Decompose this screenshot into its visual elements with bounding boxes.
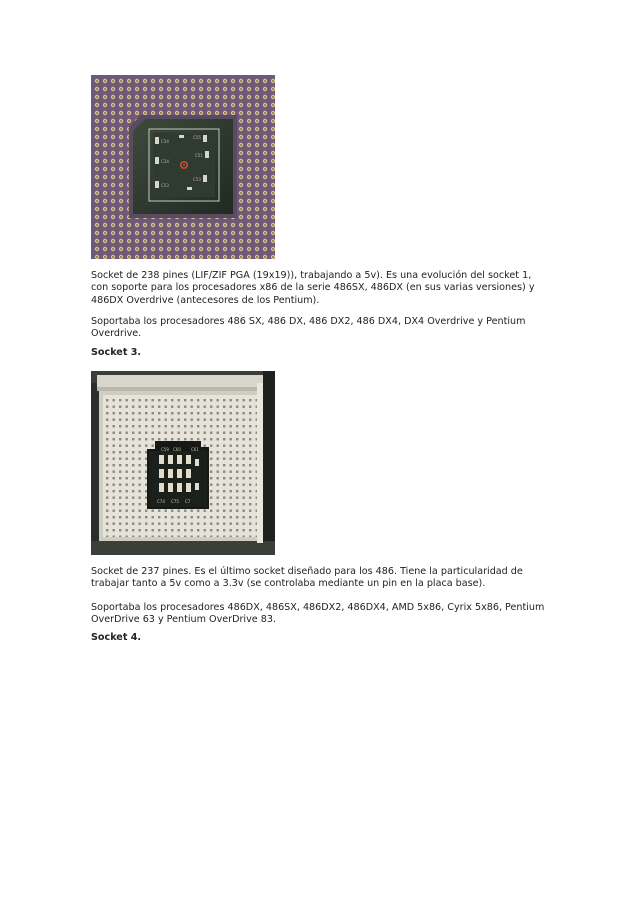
socket-3-heading: Socket 3. (91, 347, 142, 358)
svg-text:C51: C51 (195, 153, 203, 158)
svg-text:C74: C74 (157, 499, 165, 504)
svg-text:C53: C53 (161, 183, 169, 188)
socket-2-supported-processors: Soportaba los procesadores 486 SX, 486 DX, 486 DX2, 486 DX4, DX4 Overdrive y Pentium Overdrive. (91, 316, 526, 340)
svg-text:C34: C34 (161, 159, 169, 164)
svg-text:C59: C59 (161, 447, 169, 452)
svg-text:C75: C75 (171, 499, 179, 504)
svg-text:C53: C53 (193, 177, 201, 182)
socket-4-heading: Socket 4. (91, 632, 142, 643)
socket-2-photo (91, 75, 275, 259)
socket-3-description: Socket de 237 pines. Es el último socket diseñado para los 486. Tiene la particularidad de trabajar tanto a 5v como a 3.3v (se controlaba mediante un pin en la placa base). (91, 566, 523, 590)
svg-text:C61: C61 (191, 447, 199, 452)
svg-text:C60: C60 (173, 447, 181, 452)
socket-2-description: Socket de 238 pines (LIF/ZIF PGA (19x19)), trabajando a 5v). Es una evolución del socket 1, con soporte para los procesadores x86 de la serie 486SX, 486DX (en sus varias versiones) y 486DX Overdrive (antecesores de los Pentium). (91, 270, 535, 306)
socket-3-supported-processors: Soportaba los procesadores 486DX, 486SX, 486DX2, 486DX4, AMD 5x86, Cyrix 5x86, Pentium OverDrive 63 y Pentium OverDrive 83. (91, 602, 545, 626)
socket-3-photo (91, 371, 275, 555)
socket-3-image (91, 371, 275, 555)
svg-text:C7: C7 (185, 499, 191, 504)
socket-2-image (91, 75, 275, 259)
svg-text:C34: C34 (161, 139, 169, 144)
svg-text:C55: C55 (193, 135, 201, 140)
